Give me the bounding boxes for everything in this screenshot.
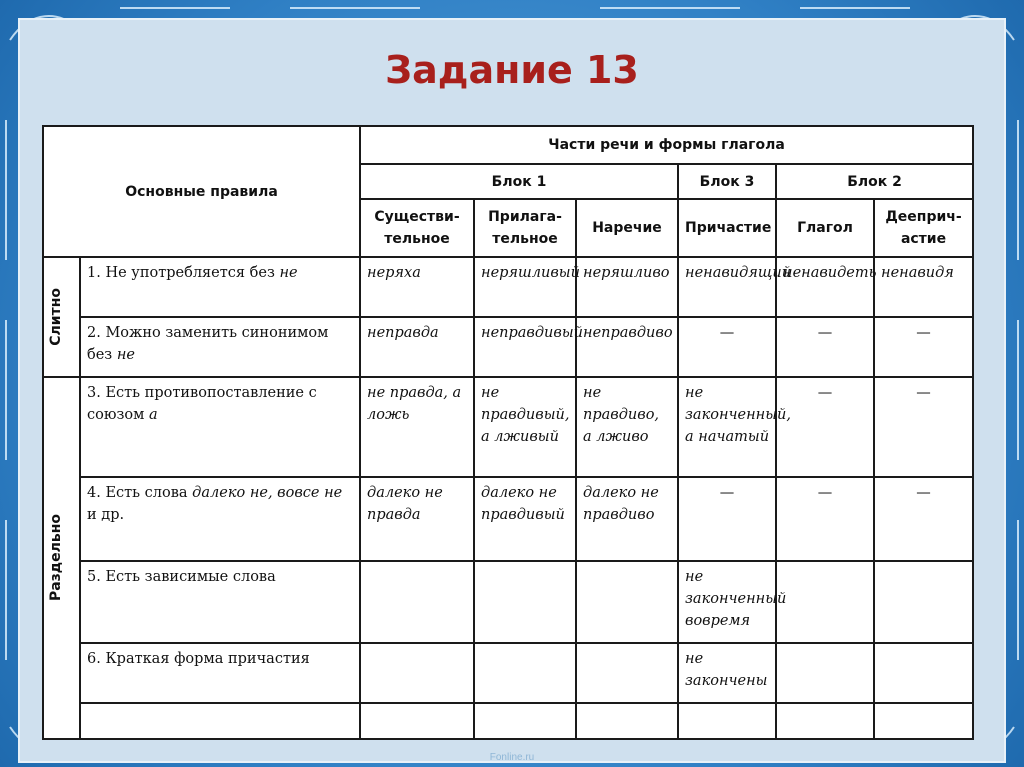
rule-text: Есть слова (105, 485, 188, 501)
table-cell: не законченный вовремя (678, 561, 776, 643)
rule-cell (80, 561, 360, 643)
slide-title: Задание 13 (385, 48, 639, 92)
table-cell: неправдиво (576, 317, 678, 377)
header-rules: Основные правила (43, 126, 360, 257)
table-cell: не закончены (678, 643, 776, 703)
rule-number: 1. (87, 265, 101, 281)
table-cell (576, 703, 678, 739)
table-cell: — (776, 477, 874, 561)
table-cell: — (678, 477, 776, 561)
rule-particle: не (116, 347, 135, 363)
rule-text: Краткая форма причастия (105, 651, 310, 667)
table-cell: не правда, а ложь (360, 377, 474, 477)
table-cell (474, 703, 576, 739)
table-cell (874, 703, 973, 739)
table-cell (360, 703, 474, 739)
table-cell: далеко не правдиво (576, 477, 678, 561)
table-cell: неряшливый (474, 257, 576, 317)
rule-number: 5. (87, 569, 101, 585)
col-header-noun: Существи-тельное (360, 199, 474, 257)
table-cell (776, 561, 874, 643)
table-cell (874, 643, 973, 703)
rule-number: 2. (87, 325, 101, 341)
rule-text: Есть зависимые слова (105, 569, 276, 585)
table-cell: — (874, 477, 973, 561)
table-cell: ненавидеть (776, 257, 874, 317)
rule-cell (80, 377, 360, 477)
table-cell: неправдивый (474, 317, 576, 377)
table-cell (360, 643, 474, 703)
table-cell: — (874, 317, 973, 377)
table-cell: ненавидящий (678, 257, 776, 317)
rules-table (42, 125, 974, 740)
rule-tail: и др. (87, 507, 125, 523)
rule-cell (80, 643, 360, 703)
rule-number: 4. (87, 485, 101, 501)
table-cell (576, 561, 678, 643)
col-header-participle: Причастие (678, 199, 776, 257)
rule-cell (80, 703, 360, 739)
table-cell (474, 643, 576, 703)
rule-particle: не (279, 265, 298, 281)
col-header-adverb: Наречие (576, 199, 678, 257)
table-cell: — (776, 377, 874, 477)
group-together (43, 257, 80, 377)
rule-text: Не употребляется без (105, 265, 275, 281)
header-block-2: Блок 2 (776, 164, 973, 199)
rule-text: Есть противопоставление с союзом (87, 385, 317, 423)
rule-cell (80, 317, 360, 377)
table-cell: далеко не правдивый (474, 477, 576, 561)
header-block-1: Блок 1 (360, 164, 678, 199)
table-cell: неряха (360, 257, 474, 317)
rule-cell (80, 257, 360, 317)
table-cell (474, 561, 576, 643)
group-together-label: Слитно (47, 288, 64, 346)
group-separately (43, 377, 80, 739)
header-block-3: Блок 3 (678, 164, 776, 199)
table-cell: не правдиво, а лживо (576, 377, 678, 477)
table-cell (776, 643, 874, 703)
col-header-adjective: Прилага-тельное (474, 199, 576, 257)
slide-footer: Fonline.ru (489, 752, 535, 763)
table-cell: не правдивый, а лживый (474, 377, 576, 477)
rule-particle: далеко не, вовсе не (192, 485, 343, 501)
table-cell: не законченный, а начатый (678, 377, 776, 477)
rule-particle: а (149, 407, 158, 423)
header-group: Части речи и формы глагола (360, 126, 973, 164)
col-header-gerund: Дееприч-астие (874, 199, 973, 257)
table-cell (678, 703, 776, 739)
table-cell (360, 561, 474, 643)
rule-number: 6. (87, 651, 101, 667)
table-cell (576, 643, 678, 703)
rule-text: Можно заменить синонимом без (87, 325, 329, 363)
rule-number: 3. (87, 385, 101, 401)
col-header-verb: Глагол (776, 199, 874, 257)
table-cell: — (678, 317, 776, 377)
table-cell: — (874, 377, 973, 477)
table-cell (776, 703, 874, 739)
rule-cell (80, 477, 360, 561)
table-cell (874, 561, 973, 643)
table-cell: — (776, 317, 874, 377)
table-cell: неряшливо (576, 257, 678, 317)
table-cell: далеко не правда (360, 477, 474, 561)
table-cell: неправда (360, 317, 474, 377)
table-cell: ненавидя (874, 257, 973, 317)
group-separately-label: Раздельно (47, 514, 64, 602)
